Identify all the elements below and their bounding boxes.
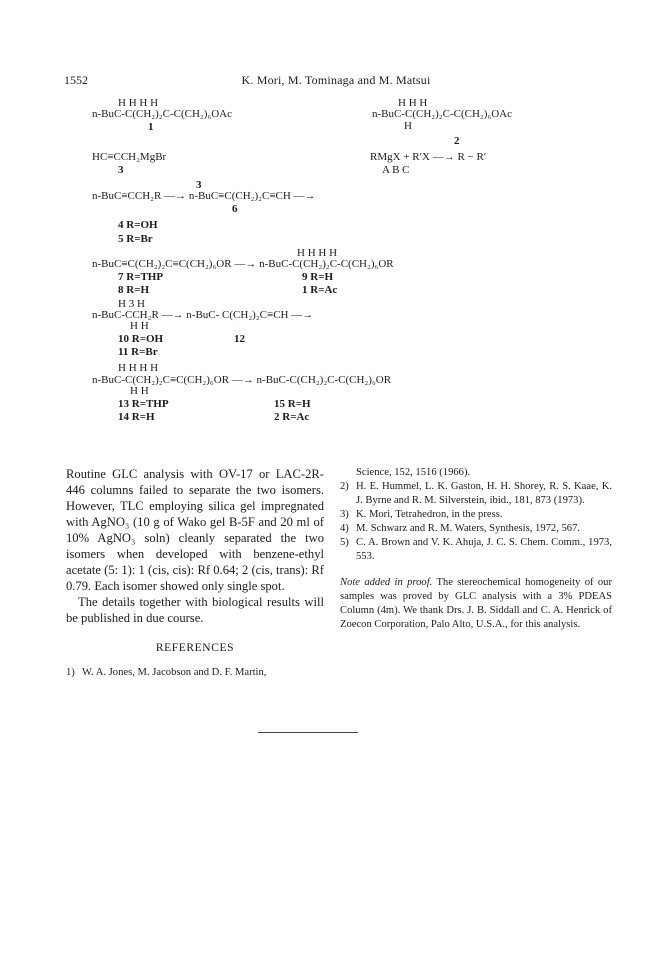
compound-14-label: 14 R=H [118, 411, 155, 423]
compound-9-label: 9 R=H [302, 271, 334, 283]
compound-3-formula: HC≡CCH₂MgBr [92, 151, 167, 163]
end-rule [258, 732, 358, 733]
grignard-labels: A B C [382, 164, 410, 176]
compound-2-hydrogen-below: H [404, 120, 412, 132]
running-head: K. Mori, M. Tominaga and M. Matsui [241, 73, 431, 87]
compound-2-formula: n-BuC-C(CH₂)₂C-C(CH₂)₆OAc [372, 108, 512, 120]
compound-10-label: 10 R=OH [118, 333, 164, 345]
reference-5-text: C. A. Brown and V. K. Ahuja, J. C. S. Chem. Comm., 1973, 553. [356, 537, 612, 562]
reference-3-text: K. Mori, Tetrahedron, in the press. [356, 509, 503, 520]
reference-1: 1) W. A. Jones, M. Jacobson and D. F. Martin, [66, 666, 324, 680]
reference-4-text: M. Schwarz and R. M. Waters, Synthesis, 1972, 567. [356, 523, 581, 534]
reaction-4-hydrogens: H H H H [118, 362, 159, 374]
reaction-2-formula: n-BuC≡C(CH₂)₂C≡C(CH₂)₆OR —→ n-BuC-C(CH₂)₂C-C(CH₂)₆OR [92, 258, 394, 270]
reference-1-cont-text: Science, 152, 1516 (1966). [356, 467, 471, 478]
compound-2-ac-label: 2 R=Ac [274, 411, 310, 423]
compound-1-hydrogens: H H H H [118, 97, 159, 109]
compound-7-label: 7 R=THP [118, 271, 164, 283]
reference-2-text: H. E. Hummel, L. K. Gaston, H. H. Shorey, R. S. Kaae, K. J. Byrne and R. M. Silverstein, ibid., 181, 873 (1973). [356, 481, 612, 506]
note-text: The stereochemical homogeneity of our samples was proved by GLC analysis with a 3% PDEAS Column (4m). We thank Drs. J. B. Siddall and C. A. Henrick of Zoecon Corporation, Palo Alto, U.S.A., for this analysis. [340, 577, 612, 630]
compound-5-label: 5 R=Br [118, 233, 153, 245]
reaction-3-hydrogens: H 3 H [118, 298, 145, 310]
compound-2-hydrogens: H H H [398, 97, 428, 109]
reference-3: 3) K. Mori, Tetrahedron, in the press. [340, 508, 612, 522]
reaction-1-formula: n-BuC≡CCH₂R —→ n-BuC≡C(CH₂)₂C≡CH —→ [92, 190, 316, 202]
left-column [66, 466, 324, 680]
compound-1-number: 1 [148, 121, 154, 133]
reaction-2-hydrogens: H H H H [297, 247, 338, 259]
compound-11-label: 11 R=Br [118, 346, 158, 358]
compound-13-label: 13 R=THP [118, 398, 169, 410]
grignard-equation: RMgX + R′X —→ R − R′ [370, 151, 487, 163]
reference-1-text: W. A. Jones, M. Jacobson and D. F. Martin, [82, 667, 267, 678]
compound-15-label: 15 R=H [274, 398, 311, 410]
note-label: Note added in proof. [340, 577, 433, 588]
reference-5: 5) C. A. Brown and V. K. Ahuja, J. C. S. Chem. Comm., 1973, 553. [340, 537, 612, 562]
reaction-4-hydrogens-below: H H [130, 385, 149, 397]
reaction-3-hydrogens-below: H H [130, 320, 149, 332]
reaction-3-formula: n-BuC-CCH₂R —→ n-BuC- C(CH₂)₂C≡CH —→ [92, 309, 314, 321]
compound-2-number: 2 [454, 135, 460, 147]
paragraph-glc-analysis: Routine GLC analysis with OV-17 or LAC-2R-446 columns failed to separate the two isomers. However, TLC employing silica gel impregnated with AgNO₃ (10 g of Wako gel B-5F and 20 ml of 10% AgNO₃ soln) cleanly separated the two isomers when developed with benzene-ethyl acetate (5: 1): 1 (cis, cis): Rf 0.64; 2 (cis, trans): Rf 0.79. Each isomer showed only single spot. [66, 467, 324, 593]
reference-4: 4) M. Schwarz and R. M. Waters, Synthesis, 1972, 567. [340, 522, 612, 536]
page-number: 1552 [64, 73, 88, 87]
note-added-in-proof [340, 576, 612, 632]
compound-8-label: 8 R=H [118, 284, 150, 296]
compound-1-ac-label: 1 R=Ac [302, 284, 338, 296]
reaction-4-formula: n-BuC-C(CH₂)₂C≡C(CH₂)₆OR —→ n-BuC-C(CH₂)₂C-C(CH₂)₆OR [92, 374, 392, 386]
compound-3-number: 3 [118, 164, 124, 176]
right-column [340, 466, 612, 632]
references-heading: REFERENCES [155, 642, 235, 654]
compound-4-label: 4 R=OH [118, 219, 158, 231]
compound-1-formula: n-BuC-C(CH₂)₂C-C(CH₂)₆OAc [92, 108, 232, 120]
reference-2: 2) H. E. Hummel, L. K. Gaston, H. H. Shorey, R. S. Kaae, K. J. Byrne and R. M. Silverstein, ibid., 181, 873 (1973). [340, 481, 612, 506]
arrow-reagent-3: 3 [196, 179, 202, 191]
reference-1-continued [340, 466, 612, 480]
paragraph-details: The details together with biological results will be published in due course. [66, 595, 324, 625]
compound-6-number: 6 [232, 203, 238, 215]
compound-12-number: 12 [234, 333, 245, 345]
